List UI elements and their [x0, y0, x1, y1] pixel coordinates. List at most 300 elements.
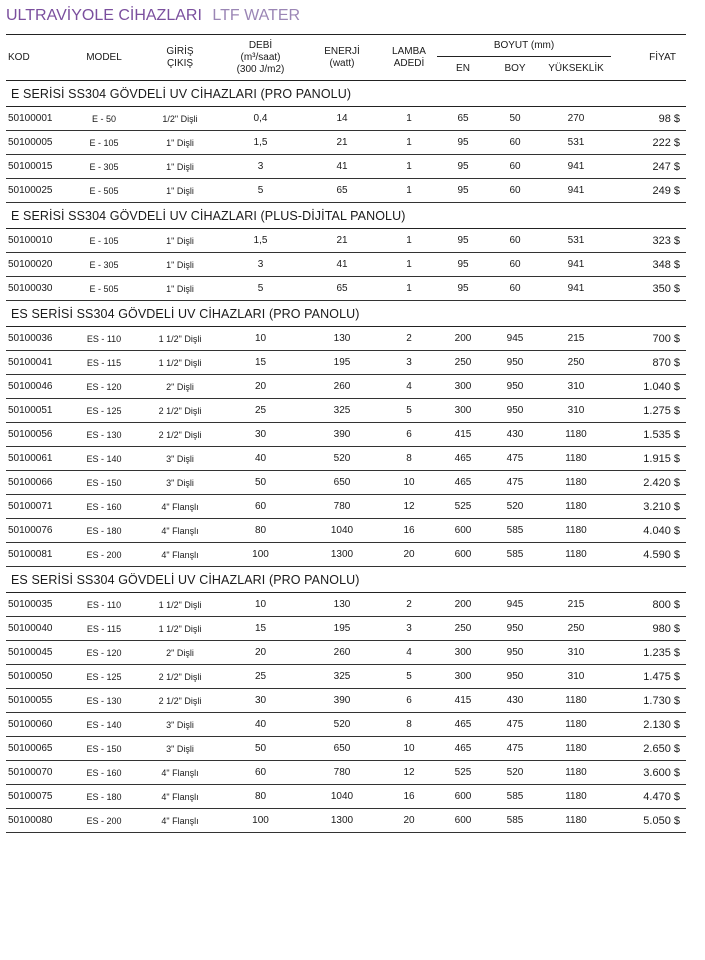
cell-debi: 15: [218, 351, 303, 375]
table-row: [6, 543, 686, 567]
cell-boy: 430: [489, 689, 541, 713]
cell-fiyat: 2.650 $: [611, 737, 686, 761]
cell-model: ES - 200: [66, 809, 142, 833]
cell-model: E - 50: [66, 107, 142, 131]
cell-boy: 945: [489, 593, 541, 617]
cell-fiyat: 222 $: [611, 131, 686, 155]
cell-en: 95: [437, 277, 489, 301]
cell-yukseklik: 250: [541, 351, 611, 375]
cell-model: ES - 125: [66, 399, 142, 423]
cell-fiyat: 323 $: [611, 229, 686, 253]
table-row: [6, 519, 686, 543]
cell-model: ES - 110: [66, 593, 142, 617]
cell-boy: 60: [489, 253, 541, 277]
cell-enerji: 130: [303, 593, 381, 617]
cell-boy: 60: [489, 179, 541, 203]
cell-en: 300: [437, 375, 489, 399]
cell-giris: 2" Dişli: [142, 641, 218, 665]
cell-debi: 100: [218, 809, 303, 833]
table-header: [6, 35, 686, 81]
cell-model: E - 505: [66, 277, 142, 301]
section-header-row: [6, 567, 686, 593]
cell-lamba: 8: [381, 447, 437, 471]
cell-kod: 50100036: [6, 327, 66, 351]
cell-en: 200: [437, 593, 489, 617]
cell-enerji: 520: [303, 447, 381, 471]
price-table: [6, 34, 686, 833]
table-row: [6, 689, 686, 713]
cell-enerji: 1300: [303, 809, 381, 833]
header-boy: BOY: [489, 57, 541, 81]
cell-model: ES - 130: [66, 689, 142, 713]
table-row: [6, 155, 686, 179]
cell-enerji: 14: [303, 107, 381, 131]
cell-debi: 10: [218, 327, 303, 351]
table-row: [6, 593, 686, 617]
cell-en: 300: [437, 399, 489, 423]
cell-enerji: 520: [303, 713, 381, 737]
header-debi-dose: (300 J/m2): [236, 63, 285, 75]
cell-lamba: 6: [381, 689, 437, 713]
table-row: [6, 131, 686, 155]
cell-debi: 30: [218, 423, 303, 447]
cell-kod: 50100056: [6, 423, 66, 447]
cell-giris: 4" Flanşlı: [142, 785, 218, 809]
cell-giris: 4" Flanşlı: [142, 519, 218, 543]
cell-boy: 585: [489, 809, 541, 833]
cell-yukseklik: 1180: [541, 761, 611, 785]
cell-giris: 4" Flanşlı: [142, 543, 218, 567]
cell-model: ES - 180: [66, 519, 142, 543]
cell-yukseklik: 1180: [541, 495, 611, 519]
cell-yukseklik: 941: [541, 277, 611, 301]
cell-fiyat: 980 $: [611, 617, 686, 641]
cell-model: ES - 120: [66, 641, 142, 665]
cell-debi: 30: [218, 689, 303, 713]
cell-lamba: 2: [381, 327, 437, 351]
cell-debi: 80: [218, 785, 303, 809]
cell-kod: 50100080: [6, 809, 66, 833]
cell-boy: 950: [489, 375, 541, 399]
header-debi-unit: (m³/saat): [240, 51, 281, 63]
cell-fiyat: 98 $: [611, 107, 686, 131]
title-product-line: ULTRAVİYOLE CİHAZLARI: [6, 7, 202, 24]
cell-boy: 475: [489, 713, 541, 737]
cell-kod: 50100041: [6, 351, 66, 375]
cell-model: ES - 200: [66, 543, 142, 567]
cell-en: 465: [437, 713, 489, 737]
cell-kod: 50100081: [6, 543, 66, 567]
cell-kod: 50100051: [6, 399, 66, 423]
cell-yukseklik: 1180: [541, 543, 611, 567]
cell-giris: 1 1/2" Dişli: [142, 617, 218, 641]
cell-boy: 430: [489, 423, 541, 447]
cell-debi: 5: [218, 179, 303, 203]
cell-fiyat: 249 $: [611, 179, 686, 203]
cell-debi: 25: [218, 665, 303, 689]
cell-yukseklik: 531: [541, 131, 611, 155]
header-model: MODEL: [66, 35, 142, 81]
header-lamba: [381, 35, 437, 81]
cell-giris: 3" Dişli: [142, 737, 218, 761]
cell-kod: 50100025: [6, 179, 66, 203]
cell-fiyat: 1.535 $: [611, 423, 686, 447]
cell-model: E - 105: [66, 229, 142, 253]
table-row: [6, 665, 686, 689]
cell-model: ES - 140: [66, 713, 142, 737]
cell-enerji: 41: [303, 253, 381, 277]
table-row: [6, 617, 686, 641]
cell-giris: 1 1/2" Dişli: [142, 327, 218, 351]
cell-lamba: 1: [381, 253, 437, 277]
cell-fiyat: 700 $: [611, 327, 686, 351]
header-giris-cikis: [142, 35, 218, 81]
header-en: EN: [437, 57, 489, 81]
section-title: E SERİSİ SS304 GÖVDELİ UV CİHAZLARI (PLUS-DİJİTAL PANOLU): [6, 203, 686, 229]
cell-model: ES - 150: [66, 471, 142, 495]
cell-kod: 50100070: [6, 761, 66, 785]
cell-model: E - 305: [66, 155, 142, 179]
table-row: [6, 447, 686, 471]
cell-debi: 40: [218, 713, 303, 737]
cell-model: E - 105: [66, 131, 142, 155]
table-row: [6, 785, 686, 809]
cell-model: ES - 125: [66, 665, 142, 689]
section-header-row: [6, 301, 686, 327]
cell-model: E - 305: [66, 253, 142, 277]
cell-giris: 2 1/2" Dişli: [142, 689, 218, 713]
table-row: [6, 495, 686, 519]
cell-giris: 1" Dişli: [142, 131, 218, 155]
cell-enerji: 650: [303, 471, 381, 495]
cell-en: 65: [437, 107, 489, 131]
cell-giris: 2 1/2" Dişli: [142, 399, 218, 423]
cell-giris: 4" Flanşlı: [142, 809, 218, 833]
cell-kod: 50100035: [6, 593, 66, 617]
cell-lamba: 10: [381, 471, 437, 495]
cell-enerji: 65: [303, 277, 381, 301]
table-row: [6, 713, 686, 737]
cell-fiyat: 247 $: [611, 155, 686, 179]
cell-enerji: 325: [303, 399, 381, 423]
cell-enerji: 260: [303, 375, 381, 399]
cell-giris: 4" Flanşlı: [142, 761, 218, 785]
cell-boy: 950: [489, 665, 541, 689]
table-row: [6, 471, 686, 495]
cell-kod: 50100065: [6, 737, 66, 761]
cell-en: 300: [437, 665, 489, 689]
cell-boy: 945: [489, 327, 541, 351]
cell-en: 600: [437, 809, 489, 833]
header-giris: GİRİŞ: [166, 45, 194, 57]
cell-enerji: 650: [303, 737, 381, 761]
cell-boy: 950: [489, 641, 541, 665]
cell-enerji: 390: [303, 423, 381, 447]
cell-fiyat: 3.600 $: [611, 761, 686, 785]
section-title: ES SERİSİ SS304 GÖVDELİ UV CİHAZLARI (PRO PANOLU): [6, 301, 686, 327]
cell-boy: 60: [489, 155, 541, 179]
table-row: [6, 641, 686, 665]
cell-en: 600: [437, 519, 489, 543]
cell-debi: 5: [218, 277, 303, 301]
cell-kod: 50100076: [6, 519, 66, 543]
cell-enerji: 1040: [303, 785, 381, 809]
cell-yukseklik: 1180: [541, 471, 611, 495]
cell-kod: 50100001: [6, 107, 66, 131]
cell-kod: 50100030: [6, 277, 66, 301]
cell-giris: 3" Dişli: [142, 447, 218, 471]
cell-en: 415: [437, 689, 489, 713]
cell-model: ES - 140: [66, 447, 142, 471]
table-row: [6, 107, 686, 131]
cell-enerji: 260: [303, 641, 381, 665]
cell-kod: 50100045: [6, 641, 66, 665]
cell-fiyat: 5.050 $: [611, 809, 686, 833]
cell-kod: 50100015: [6, 155, 66, 179]
cell-debi: 10: [218, 593, 303, 617]
cell-boy: 60: [489, 229, 541, 253]
cell-lamba: 5: [381, 399, 437, 423]
table-row: [6, 737, 686, 761]
cell-giris: 1" Dişli: [142, 229, 218, 253]
cell-boy: 475: [489, 737, 541, 761]
cell-fiyat: 1.040 $: [611, 375, 686, 399]
cell-yukseklik: 1180: [541, 519, 611, 543]
cell-lamba: 1: [381, 107, 437, 131]
cell-boy: 520: [489, 495, 541, 519]
cell-giris: 1 1/2" Dişli: [142, 593, 218, 617]
cell-yukseklik: 250: [541, 617, 611, 641]
cell-en: 525: [437, 495, 489, 519]
cell-giris: 3" Dişli: [142, 471, 218, 495]
cell-en: 95: [437, 179, 489, 203]
cell-fiyat: 2.420 $: [611, 471, 686, 495]
cell-kod: 50100040: [6, 617, 66, 641]
table-row: [6, 809, 686, 833]
title-company: LTF WATER: [212, 7, 301, 24]
cell-giris: 1" Dişli: [142, 155, 218, 179]
cell-yukseklik: 270: [541, 107, 611, 131]
cell-fiyat: 4.590 $: [611, 543, 686, 567]
cell-yukseklik: 1180: [541, 713, 611, 737]
table-row: [6, 179, 686, 203]
cell-enerji: 780: [303, 761, 381, 785]
cell-enerji: 130: [303, 327, 381, 351]
cell-boy: 585: [489, 543, 541, 567]
cell-enerji: 325: [303, 665, 381, 689]
cell-en: 465: [437, 471, 489, 495]
cell-lamba: 16: [381, 785, 437, 809]
cell-lamba: 1: [381, 277, 437, 301]
cell-kod: 50100075: [6, 785, 66, 809]
cell-en: 95: [437, 131, 489, 155]
cell-yukseklik: 215: [541, 327, 611, 351]
cell-fiyat: 350 $: [611, 277, 686, 301]
cell-lamba: 20: [381, 543, 437, 567]
cell-boy: 60: [489, 277, 541, 301]
cell-kod: 50100005: [6, 131, 66, 155]
cell-fiyat: 870 $: [611, 351, 686, 375]
cell-kod: 50100066: [6, 471, 66, 495]
cell-kod: 50100071: [6, 495, 66, 519]
header-fiyat: FİYAT: [611, 35, 686, 81]
cell-fiyat: 4.470 $: [611, 785, 686, 809]
cell-kod: 50100010: [6, 229, 66, 253]
cell-yukseklik: 1180: [541, 737, 611, 761]
cell-lamba: 12: [381, 495, 437, 519]
cell-enerji: 21: [303, 229, 381, 253]
cell-debi: 60: [218, 761, 303, 785]
cell-giris: 1/2" Dişli: [142, 107, 218, 131]
cell-lamba: 16: [381, 519, 437, 543]
cell-debi: 15: [218, 617, 303, 641]
cell-boy: 950: [489, 351, 541, 375]
cell-enerji: 195: [303, 617, 381, 641]
cell-debi: 1,5: [218, 229, 303, 253]
cell-debi: 80: [218, 519, 303, 543]
cell-fiyat: 1.275 $: [611, 399, 686, 423]
cell-en: 250: [437, 351, 489, 375]
cell-enerji: 41: [303, 155, 381, 179]
cell-lamba: 4: [381, 641, 437, 665]
cell-model: ES - 110: [66, 327, 142, 351]
section-title: E SERİSİ SS304 GÖVDELİ UV CİHAZLARI (PRO PANOLU): [6, 81, 686, 107]
cell-giris: 4" Flanşlı: [142, 495, 218, 519]
cell-model: ES - 160: [66, 495, 142, 519]
table-row: [6, 375, 686, 399]
cell-enerji: 780: [303, 495, 381, 519]
cell-lamba: 20: [381, 809, 437, 833]
cell-model: ES - 120: [66, 375, 142, 399]
cell-giris: 1" Dişli: [142, 277, 218, 301]
cell-model: E - 505: [66, 179, 142, 203]
cell-enerji: 1300: [303, 543, 381, 567]
cell-kod: 50100050: [6, 665, 66, 689]
cell-model: ES - 130: [66, 423, 142, 447]
header-enerji: [303, 35, 381, 81]
cell-yukseklik: 1180: [541, 447, 611, 471]
cell-giris: 1" Dişli: [142, 179, 218, 203]
cell-yukseklik: 941: [541, 179, 611, 203]
cell-debi: 40: [218, 447, 303, 471]
table-row: [6, 399, 686, 423]
cell-giris: 2 1/2" Dişli: [142, 423, 218, 447]
cell-debi: 1,5: [218, 131, 303, 155]
table-row: [6, 351, 686, 375]
cell-fiyat: 1.915 $: [611, 447, 686, 471]
cell-model: ES - 160: [66, 761, 142, 785]
cell-yukseklik: 1180: [541, 423, 611, 447]
cell-boy: 585: [489, 519, 541, 543]
cell-boy: 585: [489, 785, 541, 809]
cell-model: ES - 150: [66, 737, 142, 761]
cell-lamba: 5: [381, 665, 437, 689]
section-header-row: [6, 81, 686, 107]
cell-yukseklik: 1180: [541, 689, 611, 713]
header-lamba-label: LAMBA: [392, 45, 426, 57]
cell-lamba: 3: [381, 617, 437, 641]
cell-fiyat: 3.210 $: [611, 495, 686, 519]
page-title: [6, 4, 300, 28]
cell-fiyat: 800 $: [611, 593, 686, 617]
cell-en: 465: [437, 447, 489, 471]
cell-boy: 60: [489, 131, 541, 155]
cell-debi: 20: [218, 375, 303, 399]
cell-en: 600: [437, 785, 489, 809]
cell-enerji: 65: [303, 179, 381, 203]
cell-giris: 3" Dişli: [142, 713, 218, 737]
cell-yukseklik: 531: [541, 229, 611, 253]
cell-fiyat: 1.235 $: [611, 641, 686, 665]
cell-en: 600: [437, 543, 489, 567]
cell-kod: 50100046: [6, 375, 66, 399]
cell-giris: 1" Dişli: [142, 253, 218, 277]
table-row: [6, 277, 686, 301]
cell-en: 95: [437, 253, 489, 277]
cell-enerji: 1040: [303, 519, 381, 543]
cell-giris: 2" Dişli: [142, 375, 218, 399]
header-debi: [218, 35, 303, 81]
cell-fiyat: 4.040 $: [611, 519, 686, 543]
cell-giris: 1 1/2" Dişli: [142, 351, 218, 375]
cell-fiyat: 1.730 $: [611, 689, 686, 713]
cell-yukseklik: 310: [541, 665, 611, 689]
cell-lamba: 10: [381, 737, 437, 761]
cell-lamba: 3: [381, 351, 437, 375]
cell-fiyat: 1.475 $: [611, 665, 686, 689]
table-row: [6, 761, 686, 785]
cell-lamba: 8: [381, 713, 437, 737]
cell-debi: 25: [218, 399, 303, 423]
cell-kod: 50100020: [6, 253, 66, 277]
cell-en: 95: [437, 155, 489, 179]
cell-model: ES - 180: [66, 785, 142, 809]
cell-yukseklik: 1180: [541, 785, 611, 809]
header-boyut: BOYUT (mm): [437, 35, 611, 57]
cell-en: 525: [437, 761, 489, 785]
cell-fiyat: 348 $: [611, 253, 686, 277]
cell-boy: 520: [489, 761, 541, 785]
cell-en: 250: [437, 617, 489, 641]
cell-kod: 50100060: [6, 713, 66, 737]
cell-boy: 950: [489, 617, 541, 641]
cell-debi: 3: [218, 253, 303, 277]
cell-yukseklik: 215: [541, 593, 611, 617]
table-row: [6, 327, 686, 351]
table-row: [6, 253, 686, 277]
cell-en: 200: [437, 327, 489, 351]
section-header-row: [6, 203, 686, 229]
table-body: [6, 81, 686, 833]
cell-enerji: 21: [303, 131, 381, 155]
cell-lamba: 6: [381, 423, 437, 447]
header-adedi-label: ADEDİ: [393, 57, 425, 69]
cell-lamba: 4: [381, 375, 437, 399]
header-cikis: ÇIKIŞ: [166, 57, 194, 69]
header-enerji-label: ENERJİ: [324, 45, 360, 57]
cell-lamba: 1: [381, 229, 437, 253]
header-kod: KOD: [6, 35, 66, 81]
cell-kod: 50100061: [6, 447, 66, 471]
cell-model: ES - 115: [66, 351, 142, 375]
cell-lamba: 12: [381, 761, 437, 785]
cell-boy: 475: [489, 447, 541, 471]
cell-en: 465: [437, 737, 489, 761]
cell-kod: 50100055: [6, 689, 66, 713]
cell-debi: 20: [218, 641, 303, 665]
cell-fiyat: 2.130 $: [611, 713, 686, 737]
cell-lamba: 1: [381, 131, 437, 155]
